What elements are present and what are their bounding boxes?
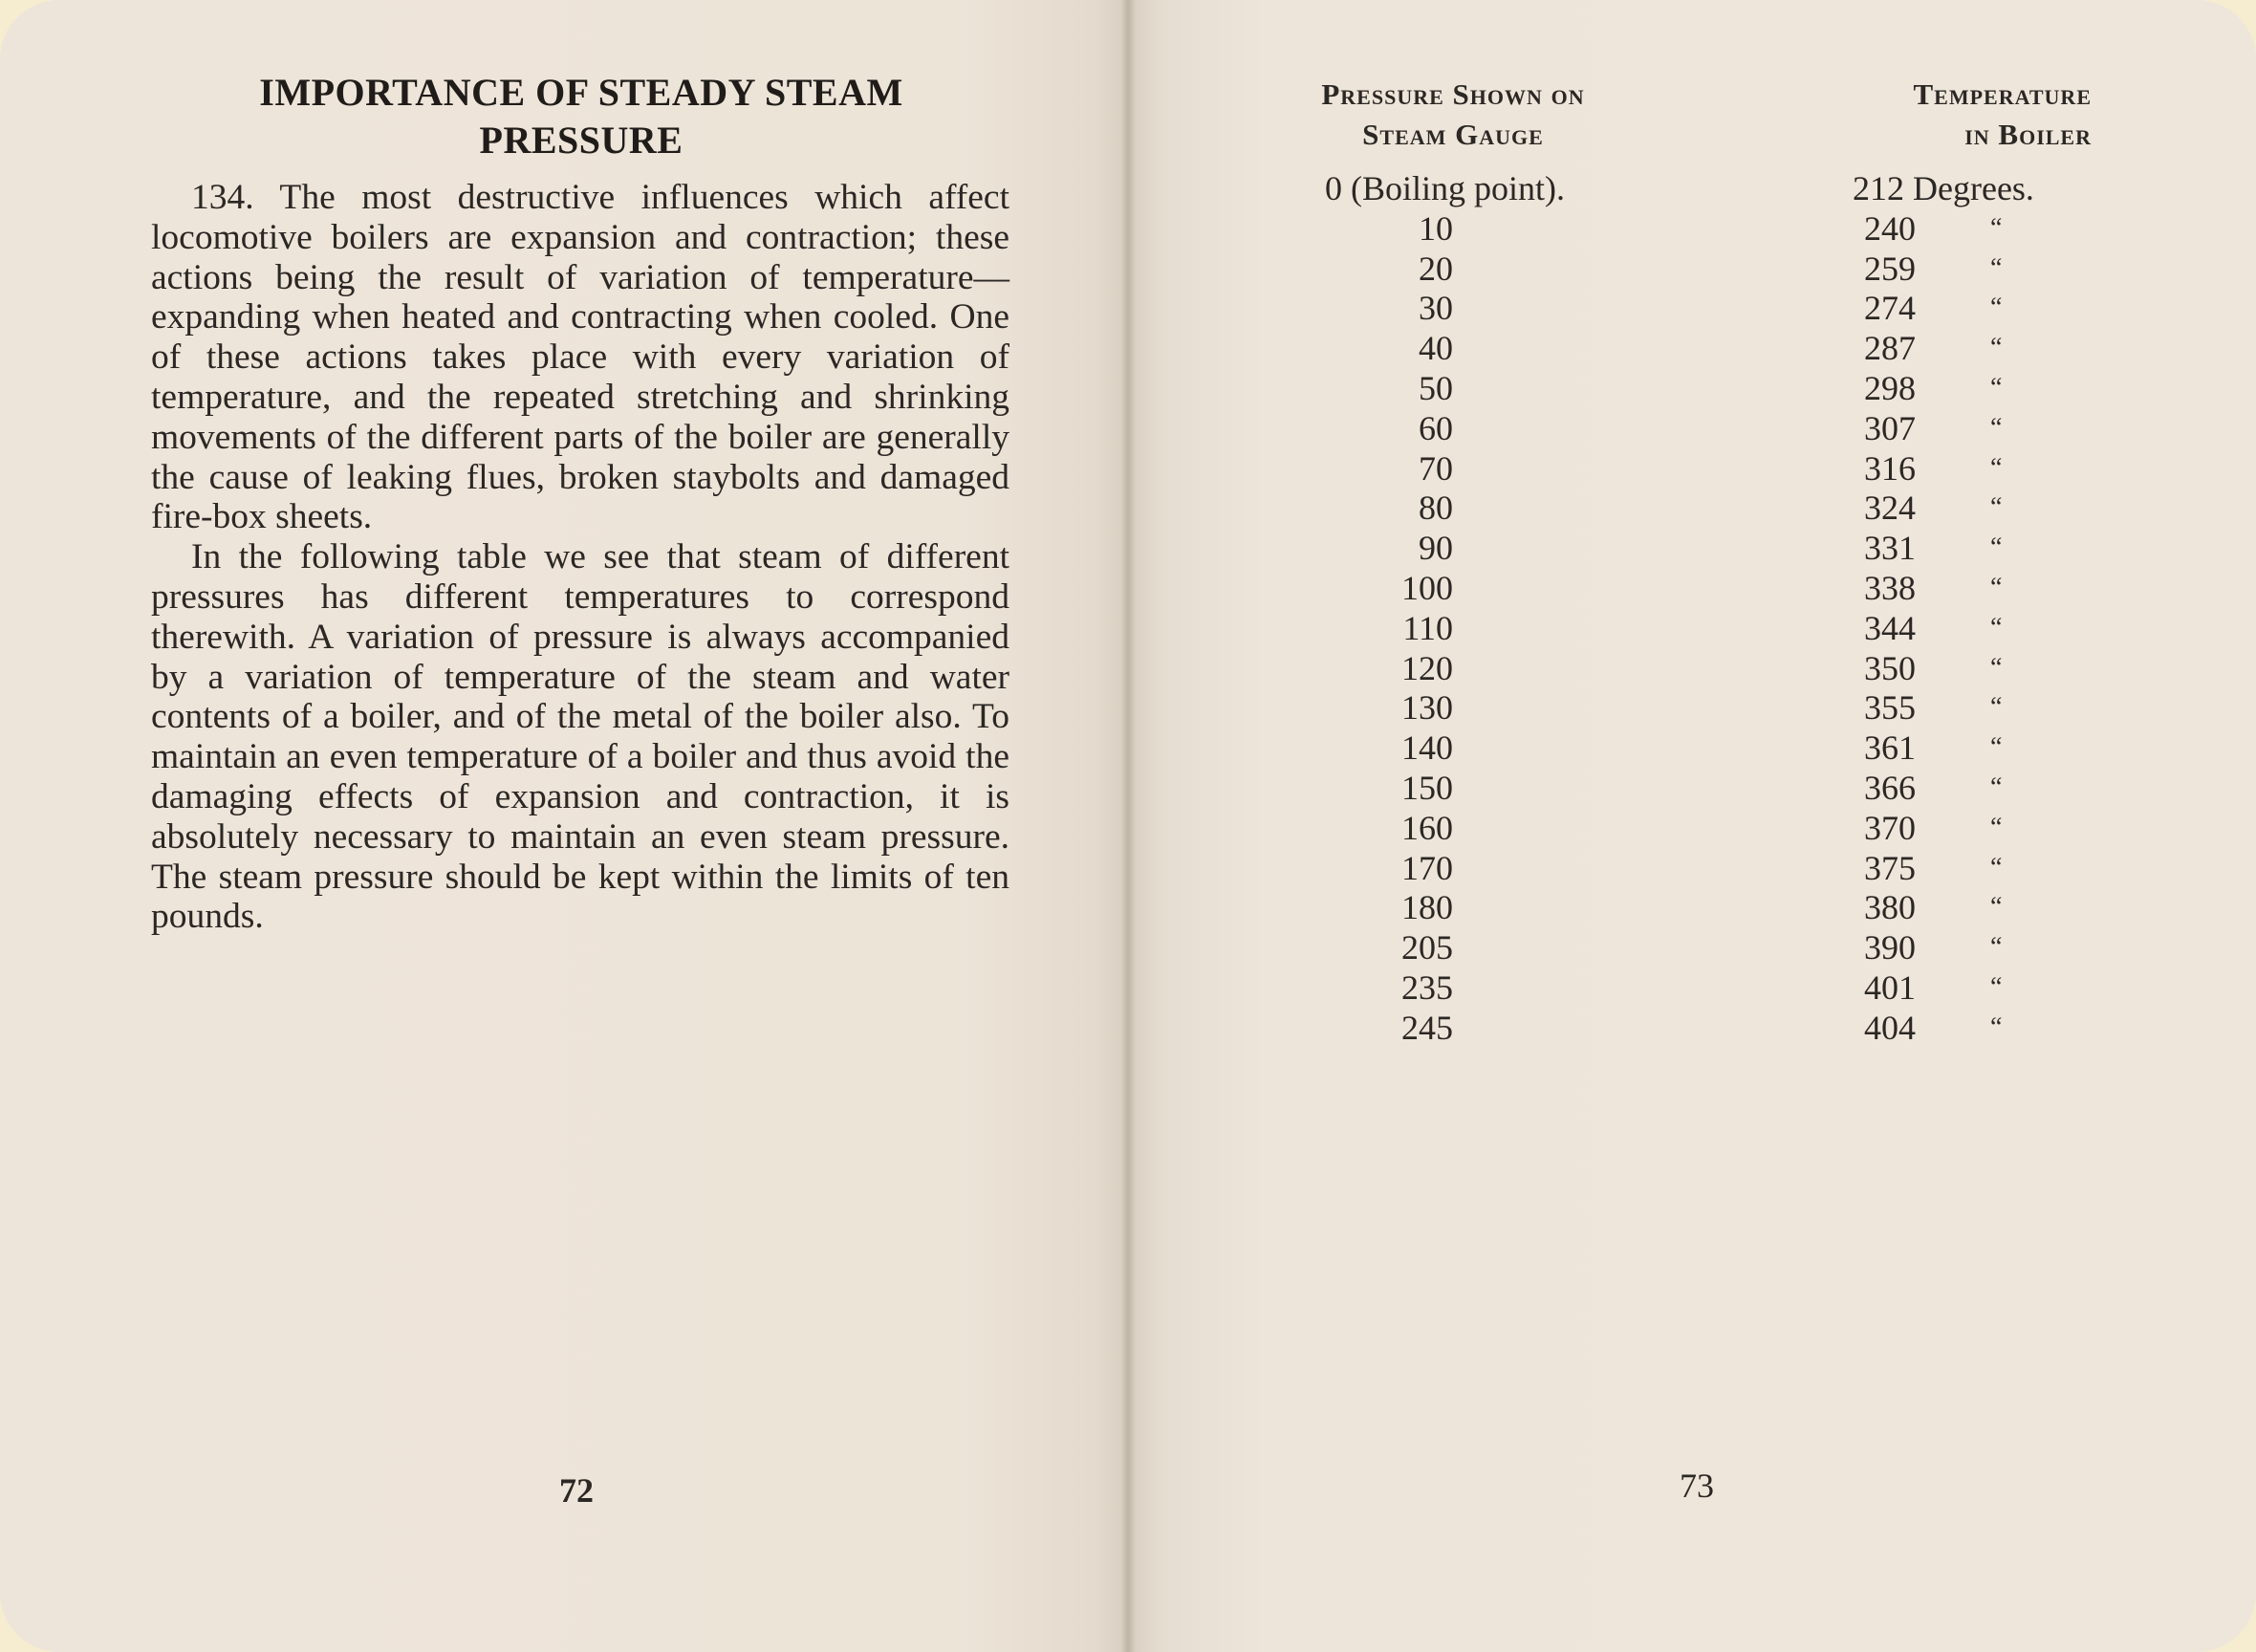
pressure-header-line-2: Steam Gauge (1362, 118, 1544, 151)
table-row (0, 368, 2256, 408)
temperature-cell: 240 (1864, 208, 1916, 248)
table-row (0, 608, 2256, 648)
pressure-header-line-1: Pressure Shown on (1321, 77, 1585, 111)
pressure-cell: 110 (1402, 608, 1453, 647)
table-row (0, 568, 2256, 608)
temperature-cell: 324 (1864, 489, 1916, 528)
temperature-cell: 212 Degrees. (1853, 169, 2034, 207)
pressure-cell: 150 (1401, 769, 1453, 807)
ditto-mark: “ (1990, 492, 2003, 523)
heading-line-1: IMPORTANCE OF STEADY STEAM (259, 71, 903, 114)
pressure-column-header (1252, 75, 1654, 155)
pressure-cell: 100 (1401, 569, 1453, 607)
table-row (0, 208, 2256, 249)
table-row (0, 488, 2256, 528)
table-row (0, 848, 2256, 888)
ditto-mark: “ (1990, 1011, 2003, 1042)
temperature-cell: 370 (1864, 808, 1916, 847)
temperature-header-line-1: Temperature (1913, 77, 2092, 111)
pressure-cell: 0 (Boiling point). (1325, 169, 1565, 207)
temperature-cell: 344 (1864, 608, 1916, 647)
ditto-mark: “ (1990, 333, 2003, 363)
pressure-cell: 60 (1419, 408, 1453, 447)
pressure-cell: 160 (1401, 808, 1453, 847)
temperature-cell: 350 (1864, 648, 1916, 687)
table-row (0, 328, 2256, 368)
temperature-cell: 355 (1864, 688, 1916, 728)
table-row (0, 408, 2256, 448)
temperature-cell: 316 (1864, 448, 1916, 488)
table-row (0, 1008, 2256, 1048)
pressure-cell: 205 (1401, 928, 1453, 967)
temperature-cell: 390 (1864, 928, 1916, 967)
pressure-cell: 170 (1401, 848, 1453, 887)
temperature-cell: 307 (1864, 408, 1916, 447)
ditto-mark: “ (1990, 573, 2003, 602)
table-row (0, 288, 2256, 328)
table-row (0, 808, 2256, 848)
temperature-cell: 331 (1864, 529, 1916, 568)
table-row (0, 249, 2256, 289)
page-number-left: 72 (559, 1471, 594, 1510)
temperature-cell: 259 (1864, 249, 1916, 288)
pressure-cell: 90 (1419, 529, 1453, 568)
section-heading (151, 69, 1011, 164)
ditto-mark: “ (1990, 612, 2003, 642)
pressure-cell: 40 (1419, 329, 1453, 368)
temperature-cell: 401 (1864, 968, 1916, 1007)
pressure-cell: 140 (1401, 728, 1453, 768)
temperature-cell: 404 (1864, 1008, 1916, 1047)
table-row (0, 687, 2256, 728)
ditto-mark: “ (1990, 533, 2003, 563)
ditto-mark: “ (1990, 452, 2003, 483)
pressure-cell: 80 (1419, 489, 1453, 528)
ditto-mark: “ (1990, 972, 2003, 1002)
temperature-cell: 361 (1864, 728, 1916, 768)
ditto-mark: “ (1990, 212, 2003, 243)
table-row (0, 448, 2256, 489)
pressure-cell: 10 (1419, 208, 1453, 248)
table-row (0, 528, 2256, 568)
paragraph-134: 134. The most destructive influences which affect locomotive boilers are expansion and contraction; these actions being the result of variation of temperature—expanding when heated and contracting when cooled. One of these actions takes place with every variation of temperature, and the repeated stretching and shrinking movements of the different parts of the boiler are generally the cause of leaking flues, broken staybolts and damaged fire-box sheets. (151, 178, 1009, 537)
heading-line-2: PRESSURE (479, 119, 683, 162)
ditto-mark: “ (1990, 812, 2003, 842)
ditto-mark: “ (1990, 892, 2003, 923)
ditto-mark: “ (1990, 412, 2003, 443)
paragraph-table-intro: In the following table we see that steam of different pressures has different temperatures to correspond therewith. A variation of pressure is always accompanied by a variation of temperature of the steam and water contents of a boiler, and of the metal of the boiler also. To maintain an even temperature of a boiler and thus avoid the damaging effects of expansion and contraction, it is absolutely necessary to maintain an even steam pressure. The steam pressure should be kept within the limits of ten pounds. (151, 537, 1009, 937)
ditto-mark: “ (1990, 373, 2003, 402)
table-row (0, 967, 2256, 1008)
pressure-cell: 180 (1401, 888, 1453, 927)
pressure-cell: 70 (1419, 448, 1453, 488)
ditto-mark: “ (1990, 932, 2003, 963)
temperature-cell: 287 (1864, 329, 1916, 368)
pressure-cell: 235 (1401, 968, 1453, 1007)
pressure-cell: 245 (1401, 1008, 1453, 1047)
table-row (0, 927, 2256, 967)
table-row (0, 168, 2256, 208)
table-row (0, 648, 2256, 688)
pressure-cell: 130 (1401, 688, 1453, 728)
temperature-cell: 274 (1864, 289, 1916, 328)
ditto-mark: “ (1990, 732, 2003, 763)
temperature-cell: 380 (1864, 888, 1916, 927)
table-row (0, 768, 2256, 808)
temperature-cell: 338 (1864, 569, 1916, 607)
temperature-cell: 298 (1864, 369, 1916, 407)
pressure-cell: 120 (1401, 648, 1453, 687)
temperature-header-line-2: in Boiler (1964, 118, 2092, 151)
ditto-mark: “ (1990, 692, 2003, 723)
table-row (0, 887, 2256, 927)
ditto-mark: “ (1990, 293, 2003, 323)
table-row (0, 728, 2256, 768)
temperature-cell: 375 (1864, 848, 1916, 887)
pressure-cell: 50 (1419, 369, 1453, 407)
ditto-mark: “ (1990, 852, 2003, 882)
temperature-column-header (1805, 75, 2092, 155)
pressure-cell: 30 (1419, 289, 1453, 328)
page-number-right: 73 (1680, 1467, 1714, 1505)
ditto-mark: “ (1990, 772, 2003, 802)
temperature-cell: 366 (1864, 769, 1916, 807)
pressure-cell: 20 (1419, 249, 1453, 288)
ditto-mark: “ (1990, 652, 2003, 683)
ditto-mark: “ (1990, 252, 2003, 283)
